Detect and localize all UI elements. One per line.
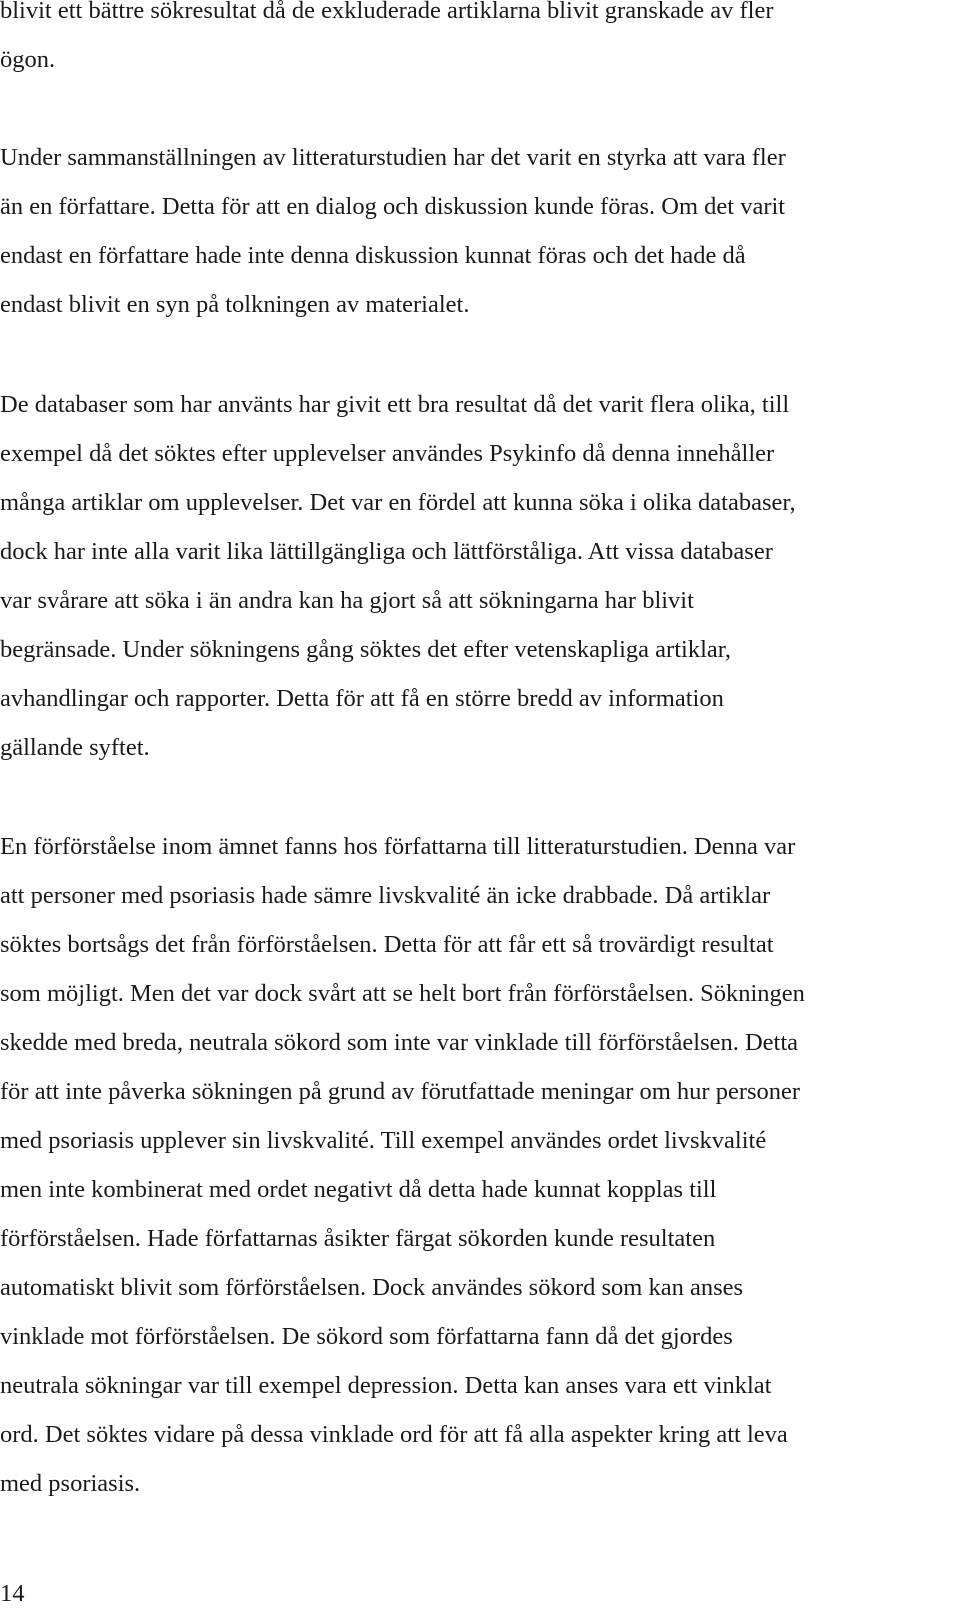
text-line: många artiklar om upplevelser. Det var en fördel att kunna söka i olika databaser, (0, 489, 796, 516)
text-line: exempel då det söktes efter upplevelser användes Psykinfo då denna innehåller (0, 440, 775, 467)
text-line: vinklade mot förförståelsen. De sökord som författarna fann då det gjordes (0, 1323, 733, 1350)
text-line: begränsade. Under sökningens gång söktes det efter vetenskapliga artiklar, (0, 636, 732, 663)
text-line: att personer med psoriasis hade sämre livskvalité än icke drabbade. Då artiklar (0, 882, 771, 909)
text-line: gällande syftet. (0, 734, 150, 761)
text-line: De databaser som har använts har givit ett bra resultat då det varit flera olika, till (0, 391, 790, 418)
text-line: söktes bortsågs det från förförståelsen. Detta för att får ett så trovärdigt resultat (0, 931, 774, 958)
text-line: för att inte påverka sökningen på grund av förutfattade meningar om hur personer (0, 1078, 801, 1105)
text-line: avhandlingar och rapporter. Detta för att få en större bredd av information (0, 685, 724, 712)
text-line: blivit ett bättre sökresultat då de exkluderade artiklarna blivit granskade av fler (0, 0, 774, 24)
text-line: En förförståelse inom ämnet fanns hos författarna till litteraturstudien. Denna var (0, 833, 796, 860)
text-line: ögon. (0, 46, 56, 73)
text-line: förförståelsen. Hade författarnas åsikter färgat sökorden kunde resultaten (0, 1225, 716, 1252)
text-line: med psoriasis upplever sin livskvalité. Till exempel användes ordet livskvalité (0, 1127, 767, 1154)
page-number: 14 (0, 1580, 25, 1607)
text-line: än en författare. Detta för att en dialog och diskussion kunde föras. Om det varit (0, 193, 786, 220)
text-line: var svårare att söka i än andra kan ha gjort så att sökningarna har blivit (0, 587, 694, 614)
text-line: endast en författare hade inte denna diskussion kunnat föras och det hade då (0, 242, 746, 269)
text-line: automatiskt blivit som förförståelsen. Dock användes sökord som kan anses (0, 1274, 744, 1301)
text-line: ord. Det söktes vidare på dessa vinklade ord för att få alla aspekter kring att leva (0, 1421, 788, 1448)
text-line: Under sammanställningen av litteraturstudien har det varit en styrka att vara fler (0, 144, 786, 171)
text-line: som möjligt. Men det var dock svårt att se helt bort från förförståelsen. Sökningen (0, 980, 805, 1007)
text-line: med psoriasis. (0, 1470, 141, 1497)
text-line: men inte kombinerat med ordet negativt då detta hade kunnat kopplas till (0, 1176, 717, 1203)
text-line: skedde med breda, neutrala sökord som inte var vinklade till förförståelsen. Detta (0, 1029, 799, 1056)
text-line: neutrala sökningar var till exempel depression. Detta kan anses vara ett vinklat (0, 1372, 772, 1399)
text-line: dock har inte alla varit lika lättillgängliga och lättförståliga. Att vissa databaser (0, 538, 773, 565)
text-line: endast blivit en syn på tolkningen av materialet. (0, 291, 470, 318)
